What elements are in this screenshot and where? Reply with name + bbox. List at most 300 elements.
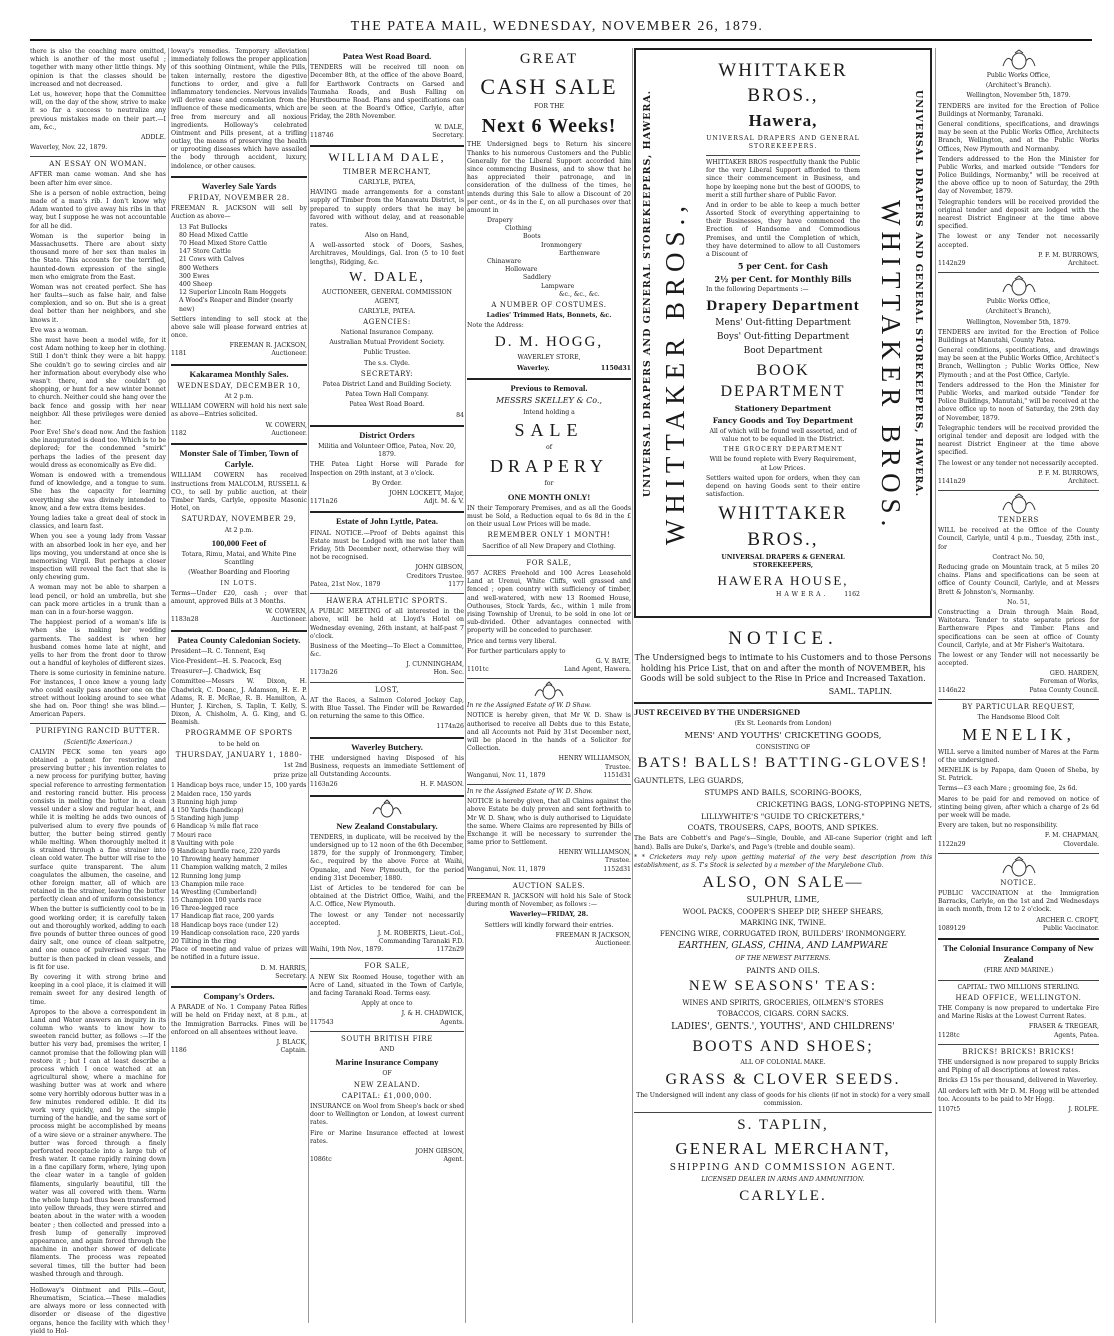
sport-event: 18 Handicap boys race (under 12): [171, 921, 279, 929]
sport-event: 3 Running high jump: [171, 798, 238, 806]
ad-number: 1172n29: [436, 946, 464, 954]
divider: [171, 176, 307, 178]
south-british-nz: NEW ZEALAND.: [353, 1080, 421, 1089]
ad-number: 1181: [171, 350, 187, 358]
whittaker-dept: Mens' Out-fitting Department: [715, 318, 851, 329]
removal-of: of: [545, 444, 552, 452]
goods-item: Saddlery: [523, 274, 551, 282]
divider: [706, 155, 860, 156]
sport-event: 2 Maiden race, 150 yards: [171, 790, 252, 798]
caledonian-programme: PROGRAMME OF SPORTS: [185, 729, 293, 738]
sale-item: TOBACCOS, CIGARS. CORN SACKS.: [717, 1010, 849, 1019]
just-received-from: (Ex St. Leonards from London): [734, 720, 832, 728]
divider: [634, 1112, 932, 1113]
notice-title: NOTICE.: [728, 628, 838, 649]
menelik-terms: Terms—£3 each Mare ; grooming fee, 2s 6d.: [938, 785, 1078, 793]
menelik-body: WILL serve a limited number of Mares at the Farm of the undersigned.: [938, 748, 1099, 764]
stock-item: 13 Fat Bullocks: [179, 223, 228, 231]
athletic-title: HAWERA ATHLETIC SPORTS.: [326, 596, 448, 605]
goods-item: Drapery: [487, 217, 513, 225]
dale-stock: A well-assorted stock of Doors, Sashes, Architraves, Mouldings, Gal. Iron (5 to 10 feet lengths), Ridging, &c.: [310, 242, 464, 266]
divider: [171, 630, 307, 632]
dale-place: CARLYLE, PATEA,: [358, 178, 416, 186]
essay-paragraph: She is a person of noble extraction, being made of a man's rib. I don't know why Adam wanted to give away his ribs in that way, but I suppose he was not accountable for all he did.: [30, 189, 166, 230]
holloway-paragraph: Holloway's Ointment and Pills.—Gout, Rheumatism, Sciatica.—These maladies are always more or less connected with disorder or disease of the digestive organs, hence the facility with which they yield to Hol-: [30, 1286, 166, 1335]
essay-paragraph: There is some curiosity in feminine nature. For instances, I once knew a young lady who could easily pass another one on the street without looking around to see what she had on. Poor thing! she was blind.—American Papers.: [30, 670, 166, 719]
column-rule: [632, 48, 633, 1323]
just-received-bats: BATS! BALLS! BATTING-GLOVES!: [637, 755, 929, 772]
menelik-signature: F. M. CHAPMAN,: [1044, 832, 1099, 840]
essay-paragraph: Woman was not created perfect. She has her faults—such as false hair, and false complexion, and so on. But she is a great deal better than her neighbors, and she knows it.: [30, 283, 166, 324]
district-orders-title: District Orders: [359, 429, 415, 440]
waverley-stock-list: [179, 224, 307, 314]
divider: [310, 145, 464, 147]
bricks-title: BRICKS! BRICKS! BRICKS!: [962, 1047, 1075, 1056]
removal-intend: Intend holding a: [523, 408, 575, 416]
removal-sacrifice: Sacrifice of all New Drapery and Clothing.: [482, 542, 616, 550]
tenders-body: The lowest or any Tender will not necessarily be accepted.: [938, 651, 1099, 668]
for-the: FOR THE: [533, 102, 565, 110]
essay-paragraph: She must have been a model wife, for it cost Adam nothing to keep her in clothing. Still I don't think they were a bit happy. She couldn't go to sewing circles and air her information about everybody else who wasn't there, and she couldn't go shopping, or hunt for a new winter bonnet to church. Neither could she hang over the back fence and gossip with her near neighbor. All these privileges were denied her.: [30, 337, 166, 426]
sale-item: WOOL PACKS, COOPER'S SHEEP DIP, SHEEP SHEARS,: [682, 907, 884, 916]
sale-item: OF THE NEWEST PATTERNS.: [735, 955, 831, 963]
whittaker-side-text-left: UNIVERSAL DRAPERS AND GENERAL STOREKEEPERS, HAWERA.: [642, 90, 653, 498]
constabulary-signature: J. M. ROBERTS, Lieut.-Col.,: [377, 929, 464, 937]
menelik-body: Mares to be paid for and removed on notice of stinting being given, after which a charge of 2s 6d per week will be made.: [938, 795, 1099, 820]
whittaker-paragraph: And in order to be able to keep a much better Assorted Stock of everything appertaining to their Businesses, they have commenced the Erection of Handsome and Commodious Premises, and until the Completion of which, they have determined to allow to all Customers a Discount of: [706, 201, 860, 259]
divider: [310, 511, 464, 513]
caledonian-signature: D. M. HARRIS,: [260, 964, 307, 972]
tenders-signature: GEO. HARDEN,: [1049, 670, 1099, 678]
company-orders-body: A PARADE of No. 1 Company Patea Rifles will be held on Friday next, at 8 p.m., at the Immigration Barracks. Fines will be enforced on all absentees without leave.: [171, 1004, 307, 1036]
shaw-estate-title: In re the Assigned Estate of W. D Shaw.: [467, 702, 591, 710]
stock-item: 70 Head Mixed Store Cattle: [179, 240, 267, 248]
caledonian-title: Patea County Caledonian Society.: [177, 634, 301, 645]
royal-crest-icon: [532, 682, 566, 700]
stock-item: 21 Cows with Calves: [179, 256, 245, 264]
notice-body: The Undersigned begs to intimate to his Customers and to those Persons holding his Price List, that on and after the month of NOVEMBER, his Goods will be sold subject to the Rise in Price and Increased Taxation.: [634, 653, 932, 684]
menelik-request: BY PARTICULAR REQUEST,: [961, 702, 1075, 711]
removal-for: for: [544, 480, 554, 488]
letter-date: Waverley, Nov. 22, 1879.: [30, 144, 108, 152]
removal-drapery: DRAPERY: [489, 455, 609, 476]
sport-event: 11 Champion walking match, 2 miles: [171, 864, 288, 872]
land-sale-title: FOR SALE,: [526, 558, 572, 567]
company-orders-title: Company's Orders.: [203, 990, 275, 1001]
ad-number: 1186: [171, 1047, 187, 1055]
whittaker-paragraph: WHITTAKER BROS respectfully thank the Public for the very Liberal Support afforded to them since their commencement in Business, and hope by keeping none but the best of GOODS, to merit a still further share of Public Favor.: [706, 158, 860, 199]
cricket-item: COATS, TROUSERS, CAPS, BOOTS, AND SPIKES.: [687, 823, 879, 833]
caledonian-officer: Treasurer—J. Chadwick, Esq: [171, 668, 261, 676]
monster-sale-sub: (Weather Boarding and Flooring: [188, 569, 290, 577]
waverley-sale-note: Settlers intending to sell stock at the above sale will please forward entries at once.: [171, 315, 307, 340]
kakaramea-title: Kakaramea Monthly Sales.: [189, 368, 289, 379]
district-orders-signature: JOHN LOCKETT, Major,: [389, 490, 464, 497]
grass-clover-seeds: GRASS & CLOVER SEEDS.: [665, 1070, 901, 1088]
sport-event: 16 Three-legged race: [171, 905, 239, 913]
pw1-body: The lowest or any Tender not necessarily accepted.: [938, 233, 1099, 249]
essay-paragraph: When you see a young lady from Vassar with an absorbed look in her eye, and her lips moving, you understand at once she is memorising Virgil. But perhaps a closer inspection will reveal the fact that she is only chewing gum.: [30, 533, 166, 582]
pw1-signature: P. F. M. BURROWS,: [1038, 251, 1099, 259]
sport-event: 13 Champion mile race: [171, 880, 244, 888]
royal-crest-icon: [999, 857, 1039, 877]
ad-number: 1141n29: [938, 477, 966, 485]
bricks-body: Bricks £3 15s per thousand, delivered in Waverley.: [938, 1077, 1098, 1085]
goods-item: Chinaware: [487, 258, 521, 266]
bricks-signature: J. ROLFE.: [1068, 1105, 1099, 1113]
cricket-item: STUMPS AND BAILS, SCORING-BOOKS,: [704, 787, 862, 797]
sport-event: 15 Champion 100 yards race: [171, 897, 262, 905]
whittaker-cash-discount: 5 per Cent. for Cash: [737, 261, 829, 272]
column-rule: [465, 48, 466, 1323]
colonial-insurance-title: The Colonial Insurance Company of New Zealand: [943, 942, 1094, 965]
vaccination-title: NOTICE.: [1000, 878, 1037, 887]
south-british-signature: JOHN GIBSON,: [415, 1148, 464, 1156]
pw2-body: The lowest or any tender not necessarily accepted.: [938, 459, 1099, 467]
athletic-body: A PUBLIC MEETING of all interested in the above, will be held at Lloyd's Hotel on Wednesday evening, 26th instant, at half-past 7 o'clock.: [310, 608, 464, 640]
monster-sale-date: SATURDAY, NOVEMBER 29,: [181, 515, 297, 524]
essay-paragraph: Poor Eve! She's dead now. And the fashion she inaugurated is dead too. Which is to be deplored; for the condemned "smirk" perhaps the ladies of the present day would dress as economically as Eve did.: [30, 429, 166, 469]
constabulary-body: The lowest or any Tender not necessarily accepted.: [310, 911, 464, 927]
divider: [310, 737, 464, 739]
colonial-insurance-sub: (FIRE AND MARINE.): [983, 967, 1054, 975]
whittaker-assorted: All of which will be found well assorted, and of value not to be equalled in the District.: [709, 427, 857, 444]
essay-paragraph: Woman is the superior being in Massachusetts. There are about sixty thousand more of her sex than males in the State. This accounts for the terrified, haunted-down expression of the single men who emigrate from the East.: [30, 232, 166, 281]
tenders-contract: Contract No. 50,: [992, 553, 1045, 561]
athletic-business: Business of the Meeting—To Elect a Committee, &c.: [310, 642, 464, 659]
sport-event: 5 Standing high jump: [171, 815, 239, 823]
taplin-town: CARLYLE.: [739, 1187, 827, 1204]
cricket-item: CRICKETING BAGS, LONG-STOPPING NETS,: [756, 799, 932, 809]
essay-paragraph: A woman may not be able to sharpen a lead pencil, or hold an umbrella, but she can pack more articles in a trunk than a man can in a four-horse waggon.: [30, 584, 166, 617]
divider: [310, 425, 464, 427]
caledonian-place: Place of meeting and value of prizes will be notified in a future issue.: [171, 946, 307, 962]
great-heading: GREAT: [519, 51, 579, 67]
hogg-store: WAVERLEY STORE,: [517, 354, 581, 362]
auction-sales-title: AUCTION SALES.: [512, 881, 586, 890]
divider: [634, 702, 932, 704]
district-orders-office: Militia and Volunteer Office, Patea, Nov. 20, 1879.: [318, 443, 456, 459]
auction-sales-body: FREEMAN R. JACKSON will hold his Sale of Stock during month of November, as follows :—: [467, 893, 631, 909]
monster-sale-types: Totara, Rimu, Matai, and White Pine Scantling: [181, 551, 297, 567]
divider: [938, 1044, 1099, 1045]
masthead-rule: [30, 39, 1092, 41]
goods-item: &c., &c., &c.: [559, 290, 600, 298]
sale-item: FENCING WIRE, CORRUGATED IRON, BUILDERS' IRONMONGERY.: [659, 930, 907, 939]
essay-paragraph: The happiest period of a woman's life is when she is making her wedding garments. The saddest is when her husband comes home late at night, and yells to her from the front door to throw out a handful of keyholes of different sizes.: [30, 619, 166, 668]
caledonian-prize-columns: 1st 2nd: [283, 762, 307, 770]
whittaker-tagline-2: UNIVERSAL DRAPERS & GENERAL STOREKEEPERS,: [721, 553, 845, 569]
goods-item: Earthenware: [559, 249, 600, 257]
kakaramea-signature: W. COWERN,: [265, 421, 307, 429]
tenders-title: TENDERS: [998, 516, 1039, 525]
column-3: Patea West Road Board. TENDERS will be received till noon on December 8th, at the office of the above Board, for Earthwork Contracts on Garsed and Taumaha Roads, and Bush Falling on Hurstbourne Road. Plans and specifications can be seen at the Board's Office, Carlyle, after Friday, the 28th November. W. DALE, 118746 Secretary. WILLIAM DALE, TIMBER MERCHANT, CARLYLE, PATEA, HAVING made arrangements for a constant supply of Timber from the Manawatu District, is prepared to supply orders that he may be favored with without delay, and at reasonable rates. Also on Hand, A well-assorted stock of Doors, Sashes, Architraves, Mouldings, Gal. Iron (5 to 10 feet lengths), Ridging, &c. W. DALE, AUCTIONEER, GENERAL COMMISSION AGENT, CARLYLE, PATEA. AGENCIES: National Insurance Company. Australian Mutual Provident Society. Public Trustee. The s.s. Clyde. SECRETARY: Patea District Land and Building Society. Patea Town Hall Company. Patea West Road Board. 84 District Orders Militia and Volunteer Office, Patea, Nov. 20, 1879. THE Patea Light Horse will Parade for Inspection on 29th instant, at 3 o'clock. By Order. JOHN LOCKETT, Major, 1171n26 Adjt. M. & V. Estate of John Lyttle, Patea. FINAL NOTICE.—Proof of Debts against this Estate must be Lodged with me not later than Friday, 5th December next, otherwise they will not be recognised. JOHN GIBSON, Creditors Trustee. Patea, 21st Nov., 1879 1177 HAWERA ATHLETIC SPORTS. A PUBLIC MEETING of all interested in the above, will be held at Lloyd's Hotel on Wednesday evening, 26th instant, at half-past 7 o'clock. Business of the Meeting—To Elect a Committee, &c. J. CUNNINGHAM, 1173n26 Hon. Sec. LOST, AT the Races, a Salmon Colored Jockey Cap, with Blue Tassel. The Finder will be Rewarded on returning the same to this Office. 1174n26 Waverley Butchery. THE undersigned having Disposed of his Business, requests an immediate Settlement of all Outstanding Accounts. 1163n26 H. F. MASON. New Zealand Constabulary. TENDERS, in duplicate, will be received by the undersigned up to 12 noon of the 6th December, 1879, for the supply of Ironmongery, Timber, &c., required by the above Force at Waihi, Opunake, and New Plymouth, for the period ending 31st December, 1880. List of Articles to be tendered for can be obtained at the District Office, Waihi, and the A.C. Office, New Plymouth. The lowest or any Tender not necessarily accepted. J. M. ROBERTS, Lieut.-Col., Commanding Taranaki F.D. Waihi, 19th Nov., 1879. 1172n29 FOR SALE, A NEW Six Roomed House, together with an Acre of Land, situated in the Town of Carlyle, and facing Taranaki Road. Terms easy. Apply at once to J. & H. CHADWICK, 117543 Agents. SOUTH BRITISH FIRE AND Marine Insurance Company OF NEW ZEALAND. CAPITAL: £1,000,000. INSURANCE on Wool from Sheep's back or shed door to Wellington or London, at lowest current rates. Fire or Marine Insurance effected at lowest rates. JOHN GIBSON, 1086tc Agent.: [310, 51, 464, 1164]
sale-item: PAINTS AND OILS.: [746, 965, 820, 975]
essay-title: AN ESSAY ON WOMAN.: [49, 160, 147, 169]
just-received-consisting: CONSISTING OF: [755, 743, 811, 751]
newspaper-title: THE PATEA MAIL, WEDNESDAY, NOVEMBER 26, 1879.: [350, 19, 764, 34]
south-british-and: AND: [379, 1046, 395, 1054]
road-board-title: Patea West Road Board.: [342, 51, 432, 61]
whittaker-tagline: UNIVERSAL DRAPERS AND GENERAL STOREKEEPERS.: [706, 134, 860, 150]
south-british-body: INSURANCE on Wool from Sheep's back or shed door to Wellington or London, at lowest current rates.: [310, 1103, 464, 1127]
hogg-note: Note the Address:: [467, 322, 524, 330]
whittaker-dept: Boys' Out-fitting Department: [716, 332, 850, 343]
waverley-sale-title: Waverley Sale Yards: [201, 180, 277, 191]
sale-item: EARTHEN, GLASS, CHINA, AND LAMPWARE: [678, 941, 888, 952]
dale-town: CARLYLE, PATEA.: [358, 307, 416, 315]
constabulary-title: New Zealand Constabulary.: [336, 820, 438, 831]
bricks-body: All orders left with Mr D. M. Hogg will be attended too. Accounts to be paid to Mr Hogg.: [938, 1087, 1099, 1103]
vaccination-signature: ARCHER C. CROFT,: [1036, 916, 1099, 924]
divider: [30, 156, 166, 157]
whittaker-side-name-left: WHITTAKER BROS.,: [660, 200, 690, 546]
secretary-item: Patea Town Hall Company.: [345, 391, 429, 399]
cricket-star-note: * * Cricketers may rely upon getting material of the very best description from this establishment, as S. T's Stock is selected by a member of the Marylebone Club.: [634, 853, 932, 869]
essay-paragraph: Woman is endowed with a tremendous fund of knowledge, and a tongue to sum. She has the capacity for learning everything she was divinely intended to know, and a few extra items besides.: [30, 472, 166, 512]
column-4: GREAT CASH SALE FOR THE Next 6 Weeks! THE Undersigned begs to Return his sincere Thanks to his numerous Customers and the Public Generally for the Liberal Support accorded him since commencing Business, and to show that he has appreciated their patronage, and in consideration of the dullness of the times, he intends during this Sale to allow a Discount of 20 per cent., or 4s in the £, on all purchases over that amount in Drapery Clothing Boots Ironmongery Earthenware Chinaware Holloware Saddlery Lampware &c., &c., &c. A NUMBER OF COSTUMES. Ladies' Trimmed Hats, Bonnets, &c. Note the Address: D. M. HOGG, WAVERLEY STORE, Waverley. 1150d31 Previous to Removal. MESSRS SKELLEY & Co., Intend holding a SALE of DRAPERY for ONE MONTH ONLY! IN their Temporary Premises, and as all the Goods must be Sold, a Reduction equal to 6s 8d in the £ on their usual Low Prices will be made. REMEMBER ONLY 1 MONTH! Sacrifice of all New Drapery and Clothing. FOR SALE, 957 ACRES Freehold and 100 Acres Leasehold Land at Urenui, White Cliffs, well grassed and fenced ; open country with sufficiency of timber, and well-watered, with new 13 Roomed House, Outhouses, Stock Yards, &c., within 1 mile from rising Township of Urenui, to be sold in one lot or sub-divided. Other advantages connected with property will be conceded to purchaser. Price and terms very liberal. For further particulars apply to G. V. BATE, 1101tc Land Agent, Hawera. In re the Assigned Estate of W. D Shaw. NOTICE is hereby given, that Mr W. D. Shaw is authorised to receive all Debts due to this Estate, and all Accounts not Paid by 31st December next, will be placed in the hands of a Solicitor for Collection. HENRY WILLIAMSON, Trustee. Wanganui, Nov. 11, 1879 1151d31 In re the Assigned Estate of W. D. Shaw. NOTICE is hereby given, that all Claims against the above Estate be duly proven and sent forthwith to Mr W. D. Shaw, who is duly authorised to Liquidate the same. Where Claims are represented by Bills of Exchange it will be necessary to surrender the same prior to Settlement. HENRY WILLIAMSON, Trustee. Wanganui, Nov. 11, 1879 1152d31 AUCTION SALES. FREEMAN R. JACKSON will hold his Sale of Stock during month of November, as follows :— Waverley—FRIDAY, 28. Settlers will kindly forward their entries. FREEMAN R JACKSON, Auctioneer.: [467, 51, 631, 947]
agencies-title: AGENCIES:: [363, 317, 411, 326]
taplin-name: S. TAPLIN,: [737, 1117, 829, 1134]
sport-event: 20 Tilting in the ring: [171, 938, 237, 946]
whittaker-town: HAWERA.: [776, 591, 829, 599]
tenders-contract: No. 51,: [1007, 598, 1030, 606]
whittaker-name-2: WHITTAKER BROS.,: [718, 503, 848, 550]
cricket-item: GAUNTLETS, LEG GUARDS,: [634, 775, 744, 785]
ad-number: 1162: [844, 591, 860, 599]
lost-body: AT the Races, a Salmon Colored Jockey Cap, with Blue Tassel. The Finder will be Rewarded on returning the same to this Office.: [310, 696, 464, 721]
pw2-body: TENDERS are invited for the Erection of Police Buildings at Manutahi, County Patea.: [938, 328, 1099, 344]
house-sale-body: A NEW Six Roomed House, together with an Acre of Land, situated in the Town of Carlyle, and facing Taranaki Road. Terms easy.: [310, 973, 464, 998]
ad-number: 1152d31: [603, 865, 631, 873]
pw2-body: General conditions, specifications, and drawings may be seen at the Public Works Office, Architect's Branch, Wellington ; Public Works Office, New Plymouth ; and at the Post Office, Carlyle.: [938, 347, 1099, 379]
divider: [467, 378, 631, 380]
butchery-title: Waverley Butchery.: [351, 741, 423, 752]
butter-paragraph: CALVIN PECK some ten years ago obtained a patent for restoring and preserving butter ; his invention relates to a new process for purifying butter, having special reference to arresting fermentation and restoring rancid butter. His process consists in melting the butter in a clean vessel under a slow and regular heat, and while it is melting he adds two ounces of pulverised alum to every five pounds of butter, the butter being stirred gently while melting. When thoroughly melted it is strained through a fine strainer into clean cold water. The butter will rise to the surface quite transparent. The alum coagulates the albumen, the caseine, and other foreign matter, all of which are retained in the strainer, leaving the butter perfectly clean and of uniform consistency.: [30, 748, 166, 904]
district-orders-by: By Order.: [372, 479, 402, 487]
monster-sale-lots: IN LOTS.: [220, 579, 258, 587]
stock-item: 300 Ewes: [179, 272, 210, 280]
removal-remember: REMEMBER ONLY 1 MONTH!: [487, 531, 611, 540]
letter-paragraph: there is also the coaching mare omitted, which is another of the most useful ; together with many other little things. My opinion is that the classes should be increased and not decreased.: [30, 48, 166, 88]
divider: [310, 593, 464, 594]
agency-item: The s.s. Clyde.: [364, 359, 410, 367]
secretary-item: Patea West Road Board.: [349, 401, 425, 409]
divider: [310, 1031, 464, 1032]
divider: [467, 678, 631, 679]
agency-item: National Insurance Company.: [340, 329, 434, 337]
hogg-costumes: A NUMBER OF COSTUMES.: [491, 300, 607, 309]
land-sale-body: 957 ACRES Freehold and 100 Acres Leasehold Land at Urenui, White Cliffs, well grassed and fenced ; open country with sufficiency of timber, and well-watered, with new 13 Roomed House, Outhouses, Stock Yards, &c., within 1 mile from rising Township of Urenui, to be sold in one lot or sub-divided. Other advantages connected with property will be conceded to purchaser.: [467, 570, 631, 635]
holloway-continued: loway's remedies. Temporary alleviation immediately follows the proper application of this soothing Ointment, while the Pills, taken internally, restore the digestive functions to order, and give a full inflammatory tendencies. Nervous invalids will derive ease and consolation from the influence of these medicaments, which are free from mercury and all noxious ingredients. Holloway's celebrated Ointment and Pills present, at a trifling outlay, the means of preserving the health or uprooting diseases which have assailed the body through accident, luxury, indolence, or other causes.: [171, 48, 307, 170]
divider: [938, 980, 1099, 981]
goods-item: Ironmongery: [541, 241, 582, 249]
whittaker-house: HAWERA HOUSE,: [717, 572, 849, 588]
hogg-hats: Ladies' Trimmed Hats, Bonnets, &c.: [486, 312, 612, 320]
butter-title: PURIFYING RANCID BUTTER.: [35, 727, 161, 736]
removal-title: Previous to Removal.: [510, 382, 588, 393]
royal-crest-icon: [999, 276, 1039, 296]
royal-crest-icon: [999, 50, 1039, 70]
pw2-office: Public Works Office,: [986, 298, 1051, 306]
taplin-merchant: GENERAL MERCHANT,: [675, 1139, 891, 1159]
lyttle-estate-body: FINAL NOTICE.—Proof of Debts against this Estate must be Lodged with me not later than Friday, 5th December next, otherwise they will not be recognised.: [310, 529, 464, 562]
shaw-signature-2: HENRY WILLIAMSON,: [558, 849, 631, 857]
ad-number: 1089129: [938, 924, 966, 932]
column-1: [30, 48, 166, 1335]
kakaramea-body: WILLIAM COWERN will hold his next sale as above—Entries solicited.: [171, 403, 307, 419]
lost-title: LOST,: [374, 685, 400, 694]
sport-event: 9 Handicap hurdle race, 220 yards: [171, 847, 281, 855]
sport-event: 19 Handicap consolation race, 220 yards: [171, 929, 300, 937]
ad-number: 1177: [448, 580, 464, 588]
indent-note: The Undersigned will indent any class of goods for his clients (if not in stock) for a very small commission.: [636, 1091, 930, 1108]
divider: [467, 784, 631, 785]
column-rule: [168, 48, 169, 1323]
essay-paragraph: AFTER man came woman. And she has been after him ever since.: [30, 171, 166, 187]
colonial-insurance-capital: CAPITAL: TWO MILLIONS STERLING.: [957, 983, 1080, 991]
monster-sale-body: WILLIAM COWERN has received instructions from MALCOLM, RUSSELL & CO., to sell by public auction, at their Timber Yards, Carlyle, opposite Masonic Hotel, on: [171, 472, 307, 513]
removal-sale: SALE: [514, 419, 584, 440]
south-british-title: SOUTH BRITISH FIRE: [341, 1034, 433, 1043]
whittaker-stationery: Stationery Department: [734, 404, 832, 414]
menelik-colt: The Handsome Blood Colt: [977, 714, 1060, 722]
divider: [171, 986, 307, 988]
sport-event: 8 Vaulting with pole: [171, 839, 234, 847]
sport-event: 17 Handicap flat race, 200 yards: [171, 913, 274, 921]
monster-sale-title: Monster Sale of Timber, Town of Carlyle.: [179, 448, 299, 470]
ad-number: 1128tc: [938, 1031, 960, 1039]
dale-big-name: W. DALE,: [349, 269, 425, 285]
divider: [30, 723, 166, 724]
colonial-insurance-body: THE Company is now prepared to undertake Fire and Marine Risks at the Lowest Current Rates.: [938, 1005, 1099, 1021]
hogg-body: THE Undersigned begs to Return his sincere Thanks to his numerous Customers and the Public Generally for the Liberal Support accorded him since commencing Business, and to show that he has appreciated their patronage, and in consideration of the dullness of the times, he intends during this Sale to allow a Discount of 20 per cent., or 4s in the £, on all purchases over that amount in: [467, 141, 631, 214]
ad-number: 118746: [310, 131, 334, 139]
column-rule: [935, 48, 936, 1323]
whittaker-grocery-2: Will be found replete with Every Requirement, at Low Prices.: [709, 456, 857, 472]
house-sale-apply: Apply at once to: [361, 1000, 413, 1008]
stock-item: 147 Store Cattle: [179, 248, 231, 256]
sale-item: LADIES', GENTS.', YOUTHS', AND CHILDRENS': [671, 1021, 895, 1032]
removal-month: ONE MONTH ONLY!: [507, 491, 591, 502]
butter-paragraph: Apropos to the above a correspondent in Land and Water answers an inquiry in its column who wants to know how to sweeten rancid butter, as follows :—If the butter his very bad, premises the writer, I cannot promise that the following plan will restore it ; but I can at least describe a process which I once watched at an agricultural show, where a machine for washing butter was at work and where some very horribly odorous butter was in a few minutes rendered edible. It did its work very quickly, and by the simple turning of the handle, and the same sort of process might be accomplished by means of a wire sieve or a strainer anywhere. The butter was forced through a finely perforated receptacle into a large tub of fresh water. It came rapidly raining down in a fine capillary form, where, lying upon the clear water in a tangle of golden filaments, singularly beautiful, till the water was all covered with them. Warm the whole lump had thus been transformed into yellow threads, they were stirred and beaten about in the water with a wooden beater ; then collected and pressed into a fresh lump of generally improved appearance, and again forced through the machine in another shower of delicate filaments. The process was repeated several times, till the butter had been washed through and through.: [30, 1008, 166, 1278]
waverley-sale-date: FRIDAY, NOVEMBER 28.: [188, 194, 290, 203]
divider: [171, 443, 307, 445]
royal-crest-icon: [999, 494, 1039, 514]
butter-paragraph: When the butter is sufficiently cool to be in good working order, it is carefully taken out and thoroughly worked, adding to each five pounds of butter three ounces of good dairy salt, one ounce of clean saltpetre, and one ounce of pulverised sugar. The butter is then packed in clean vessels, and is fit for use.: [30, 906, 166, 971]
whittaker-settlers: Settlers waited upon for orders, when they can depend on having Goods sent to their entire satisfaction.: [706, 474, 860, 499]
south-british-of: OF: [382, 1070, 392, 1078]
monster-sale-feet: 100,000 Feet of: [211, 537, 267, 548]
just-received-goods: MENS' AND YOUTHS' CRICKETING GOODS,: [684, 730, 882, 741]
goods-item: Clothing: [505, 225, 532, 233]
cricket-item: LILLYWHITE'S "GUIDE TO CRICKETERS,": [701, 811, 865, 821]
ad-number: 1174n26: [436, 723, 464, 731]
auction-sales-signature: FREEMAN R JACKSON,: [555, 931, 631, 939]
just-received-title: JUST RECEIVED BY THE UNDERSIGNED: [634, 707, 801, 718]
taplin-shipping: SHIPPING AND COMMISSION AGENT.: [669, 1162, 897, 1173]
next-weeks-heading: Next 6 Weeks!: [481, 115, 617, 138]
dale-roles: AUCTIONEER, GENERAL COMMISSION AGENT,: [322, 289, 452, 305]
removal-firm: MESSRS SKELLEY & Co.,: [495, 395, 603, 405]
dale-name: WILLIAM DALE,: [328, 149, 446, 164]
whittaker-side-name-right: WHITTAKER BROS.: [876, 200, 906, 533]
south-british-capital: CAPITAL: £1,000,000.: [341, 1091, 433, 1100]
cash-sale-heading: CASH SALE: [480, 73, 618, 99]
tenders-body: WILL be received at the Office of the County Council, Carlyle, until 4 p.m., Tuesday, 25th inst., for: [938, 527, 1099, 551]
kakaramea-time: At 2 p.m.: [224, 393, 254, 401]
divider: [30, 1283, 166, 1284]
dale-body: HAVING made arrangements for a constant supply of Timber from the Manawatu District, is prepared to supply orders that he may be favored with without delay, and at reasonable rates.: [310, 189, 464, 229]
stock-item: 400 Sheep: [179, 280, 213, 288]
south-british-marine: Marine Insurance Company: [335, 1057, 439, 1068]
house-sale-title: FOR SALE,: [364, 962, 410, 971]
letter-paragraph: Let us, however, hope that the Committee will, on the day of the show, strive to make it so far a success to neutralize any previous mistakes made on their part.—I am, &c.,: [30, 90, 166, 131]
caledonian-officer: Vice-President—H. S. Peacock, Esq: [171, 657, 282, 665]
pw2-body: Telegraphic tenders will be received provided the original tender and deposit are lodged with the nearest District Engineer at the time above specified.: [938, 424, 1099, 457]
letter-signature: ADDLE.: [141, 133, 166, 141]
dale-trade: TIMBER MERCHANT,: [342, 167, 431, 176]
road-board-body: TENDERS will be received till noon on December 8th, at the office of the above Board, for Earthwork Contracts on Garsed and Taumaha Roads, and Bush Falling on Hurstbourne Road. Plans and specifications can be seen at the Board's Office, Carlyle, after Friday, the 28th November.: [310, 64, 464, 121]
whittaker-fancy: Fancy Goods and Toy Department: [712, 416, 854, 426]
removal-body: IN their Temporary Premises, and as all the Goods must be Sold, a Reduction equal to 6s 8d in the £ on their usual Low Prices will be made.: [467, 504, 631, 529]
boots-and-shoes: BOOTS AND SHOES;: [692, 1037, 874, 1055]
masthead: [0, 0, 1114, 40]
sport-event: 7 Mouri race: [171, 831, 212, 839]
south-british-body: Fire or Marine Insurance effected at lowest rates.: [310, 1129, 464, 1145]
goods-item: Lampware: [541, 282, 575, 290]
menelik-name: MENELIK,: [962, 725, 1075, 745]
stock-item: 12 Superior Lincoln Ram Hoggets: [179, 289, 287, 297]
pw2-signature: P. F. M. BURROWS,: [1038, 469, 1099, 477]
pw1-body: Telegraphic tenders will be received provided the original tender and deposit are lodged with the nearest District Engineer at the time above specified.: [938, 198, 1099, 231]
colonial-insurance-head: HEAD OFFICE, WELLINGTON.: [955, 993, 1082, 1002]
athletic-signature: J. CUNNINGHAM,: [406, 661, 464, 669]
butchery-signature: H. F. MASON.: [420, 781, 464, 789]
whittaker-book-dept: BOOK DEPARTMENT: [720, 361, 846, 401]
column-6: Public Works Office, (Architect's Branch). Wellington, November 5th, 1879. TENDERS are invited for the Erection of Police Buildings at Normanby, Taranaki. General conditions, specifications, and drawings may be seen at the Public Works Office, Architects Branch, Wellington, and at the Public Works Offices, New Plymouth and Normanby. Tenders addressed to the Hon the Minister for Public Works, and marked outside "Tenders for Police Buildings, Normanby," will be received at the above office up to noon of Saturday, the 29th day of November, 1879. Telegraphic tenders will be received provided the original tender and deposit are lodged with the nearest District Engineer at the time above specified. The lowest or any Tender not necessarily accepted. P. F. M. BURROWS, 1142n29 Architect. Public Works Office, (Architect's Branch), Wellington, November 5th, 1879. TENDERS are invited for the Erection of Police Buildings at Manutahi, County Patea. General conditions, specifications, and drawings may be seen at the Public Works Office, Architect's Branch, Wellington ; Public Works Office, New Plymouth ; and at the Post Office, Carlyle. Tenders addressed to the Hon the Minister for Public Works, and marked outside "Tender for Police Buildings, Manutahi," will be received at the above office up to noon of Saturday, the 29th day of November, 1879. Telegraphic tenders will be received provided the original tender and deposit are lodged with the nearest District Engineer at the time above specified. The lowest or any tender not necessarily accepted. P. F. M. BURROWS, 1141n29 Architect. TENDERS WILL be received at the Office of the County Council, Carlyle, until 4 p.m., Tuesday, 25th inst., for Contract No. 50, Reducing grade on Mountain track, at 5 miles 20 chains. Plans and specifications can be seen at office of County Council, Carlyle, and at Messrs Brett & Johnston's, Normanby. No. 51, Constructing a Drain through Main Road, Waitotara. Tender to state separate prices for Earthenware Pipes and Timber. Plans and specifications can be seen at office of County Council, Carlyle, and at Mr Fisher's Waitotara. The lowest or any Tender will not necessarily be accepted. GEO. HARDEN, Foreman of Works, 1146n22 Patea County Council. BY PARTICULAR REQUEST, The Handsome Blood Colt MENELIK, WILL serve a limited number of Mares at the Farm of the undersigned. MENELIK is by Papapa, dam Queen of Sheba, by St. Patrick. Terms—£3 each Mare ; grooming fee, 2s 6d. Mares to be paid for and removed on notice of stinting being given, after which a charge of 2s 6d per week will be made. Every are taken, but no responsibility. F. M. CHAPMAN, 1122n29 Cloverdale. NOTICE. PUBLIC VACCINATION at the Immigration Barracks, Carlyle, on the 1st and 2nd Wednesdays in each month, from 12 to 2 o'clock. ARCHER C. CROFT, 1089129 Public Vaccinator. The Colonial Insurance Company of New Zealand (FIRE AND MARINE.) CAPITAL: TWO MILLIONS STERLING. HEAD OFFICE, WELLINGTON. THE Company is now prepared to undertake Fire and Marine Risks at the Lowest Current Rates. FRASER & TREGEAR, 1128tc Agents, Patea. BRICKS! BRICKS! BRICKS! THE undersigned is now prepared to supply Bricks and Piping of all descriptions at lowest rates. Bricks £3 15s per thousand, delivered in Waverley. All orders left with Mr D. M. Hogg will be attended too. Accounts to be paid to Mr Hogg. 1107t5 J. ROLFE.: [938, 48, 1099, 1323]
pw2-date: Wellington, November 5th, 1879.: [966, 318, 1071, 326]
tenders-body: Constructing a Drain through Main Road, Waitotara. Tender to state separate prices for Earthenware Pipes and Timber. Plans and specifications can be seen at office of County Council, Carlyle, and at Mr Fisher's Waitotara.: [938, 608, 1099, 649]
whittaker-monthly-discount: 2½ per Cent. for Monthly Bills: [714, 273, 852, 284]
whittaker-advertisement: [634, 48, 932, 618]
divider: [938, 853, 1099, 854]
divider: [171, 364, 307, 366]
divider: [938, 272, 1099, 273]
divider: [467, 878, 631, 879]
land-sale-price: Price and terms very liberal.: [467, 637, 557, 645]
monster-sale-time: At 2 p.m.: [224, 526, 254, 534]
notice-signature: SAML. TAPLIN.: [828, 686, 892, 696]
whittaker-grocery: THE GROCERY DEPARTMENT: [723, 446, 843, 454]
vaccination-body: PUBLIC VACCINATION at the Immigration Barracks, Carlyle, on the 1st and 2nd Wednesdays in each month, from 12 to 2 o'clock.: [938, 890, 1099, 914]
ad-number: 1086tc: [310, 1156, 332, 1164]
column-2: loway's remedies. Temporary alleviation immediately follows the proper application of this soothing Ointment, while the Pills, taken internally, restore the digestive functions to order, and give a full inflammatory tendencies. Nervous invalids will derive ease and consolation from the influence of these medicaments, which are free from mercury and all noxious ingredients. Holloway's celebrated Ointment and Pills present, at a trifling outlay, the means of preserving the health or uprooting diseases which have assailed the body through accident, luxury, indolence, or other causes. Waverley Sale Yards FRIDAY, NOVEMBER 28. FREEMAN R. JACKSON will sell by Auction as above— 13 Fat Bullocks 80 Head Mixed Cattle 70 Head Mixed Store Cattle 147 Store Cattle 21 Cows with Calves 800 Wethers 300 Ewes 400 Sheep 12 Superior Lincoln Ram Hoggets A Wood's Reaper and Binder (nearly new) Settlers intending to sell stock at the above sale will please forward entries at once. FREEMAN R. JACKSON, 1181 Auctioneer. Kakaramea Monthly Sales. WEDNESDAY, DECEMBER 10, At 2 p.m. WILLIAM COWERN will hold his next sale as above—Entries solicited. W. COWERN, 1182 Auctioneer. Monster Sale of Timber, Town of Carlyle. WILLIAM COWERN has received instructions from MALCOLM, RUSSELL & CO., to sell by public auction, at their Timber Yards, Carlyle, opposite Masonic Hotel, on SATURDAY, NOVEMBER 29, At 2 p.m. 100,000 Feet of Totara, Rimu, Matai, and White Pine Scantling (Weather Boarding and Flooring IN LOTS. Terms—Under £20, cash ; over that amount, approved Bills at 3 Months. W. COWERN, 1183n28 Auctioneer. Patea County Caledonian Society. President—R. C. Tennent, Esq Vice-President—H. S. Peacock, Esq Treasurer—J. Chadwick, Esq Committee—Messrs W. Dixon, H. Chadwick, C. Doanc, J. Adamson, H. E. P. Adams, R. E. McRae, R. B. Hamilton, A. Hunter, J. Kirchen, S. Taplin, T. Kelly, S. Dixon, A. Chisholm, A. G. King, and G. Beamish. PROGRAMME OF SPORTS to be held on THURSDAY, JANUARY 1, 1880- 1st 2nd prize prize 1 Handicap boys race, under 15, 100 yards 2 Maiden race, 150 yards 3 Running high jump 4 150 Yards (handicap) 5 Standing high jump 6 Handicap ¼ mile flat race 7 Mouri race 8 Vaulting with pole 9 Handicap hurdle race, 220 yards 10 Throwing heavy hammer 11 Champion walking match, 2 miles 12 Running long jump 13 Champion mile race 14 Wrestling (Cumberland) 15 Champion 100 yards race 16 Three-legged race 17 Handicap flat race, 200 yards 18 Handicap boys race (under 12) 19 Handicap consolation race, 220 yards 20 Tilting in the ring Place of meeting and value of prizes will be notified in a future issue. D. M. HARRIS, Secretary. Company's Orders. A PARADE of No. 1 Company Patea Rifles will be held on Friday next, at 8 p.m., at the Immigration Barracks. Fines will be enforced on all absentees without leave. J. BLACK, 1186 Captain.: [171, 48, 307, 1055]
constabulary-body: List of Articles to be tendered for can be obtained at the District Office, Waihi, and the A.C. Office, New Plymouth.: [310, 884, 464, 909]
constabulary-body: TENDERS, in duplicate, will be received by the undersigned up to 12 noon of the 6th December, 1879, for the supply of Ironmongery, Timber, &c., required by the above Force at Waihi, Opunake, and New Plymouth, for the period ending 31st December, 1880.: [310, 833, 464, 882]
lyttle-signature: JOHN GIBSON,: [415, 564, 464, 572]
whittaker-drapery: Drapery Department: [706, 297, 860, 314]
district-orders-body: THE Patea Light Horse will Parade for Inspection on 29th instant, at 3 o'clock.: [310, 461, 464, 477]
agency-item: Australian Mutual Provident Society.: [329, 339, 445, 347]
shaw-estate-body: NOTICE is hereby given, that Mr W. D. Shaw is authorised to receive all Debts due to this Estate, and all Accounts not Paid by 31st December next, will be placed in the hands of a Solicitor for Collection.: [467, 712, 631, 753]
kakaramea-date: WEDNESDAY, DECEMBER 10,: [177, 381, 301, 390]
whittaker-depts-intro: In the following Departments :—: [706, 286, 809, 294]
shaw-estate-body-2: NOTICE is hereby given, that all Claims against the above Estate be duly proven and sent forthwith to Mr W. D. Shaw, who is duly authorised to Liquidate the same. Where Claims are represented by Bills of Exchange it will be necessary to surrender the same prior to Settlement.: [467, 798, 631, 847]
shaw-signature: HENRY WILLIAMSON,: [558, 755, 631, 763]
ad-number: 1107t5: [938, 1105, 961, 1113]
hogg-town: Waverley.: [517, 364, 550, 372]
